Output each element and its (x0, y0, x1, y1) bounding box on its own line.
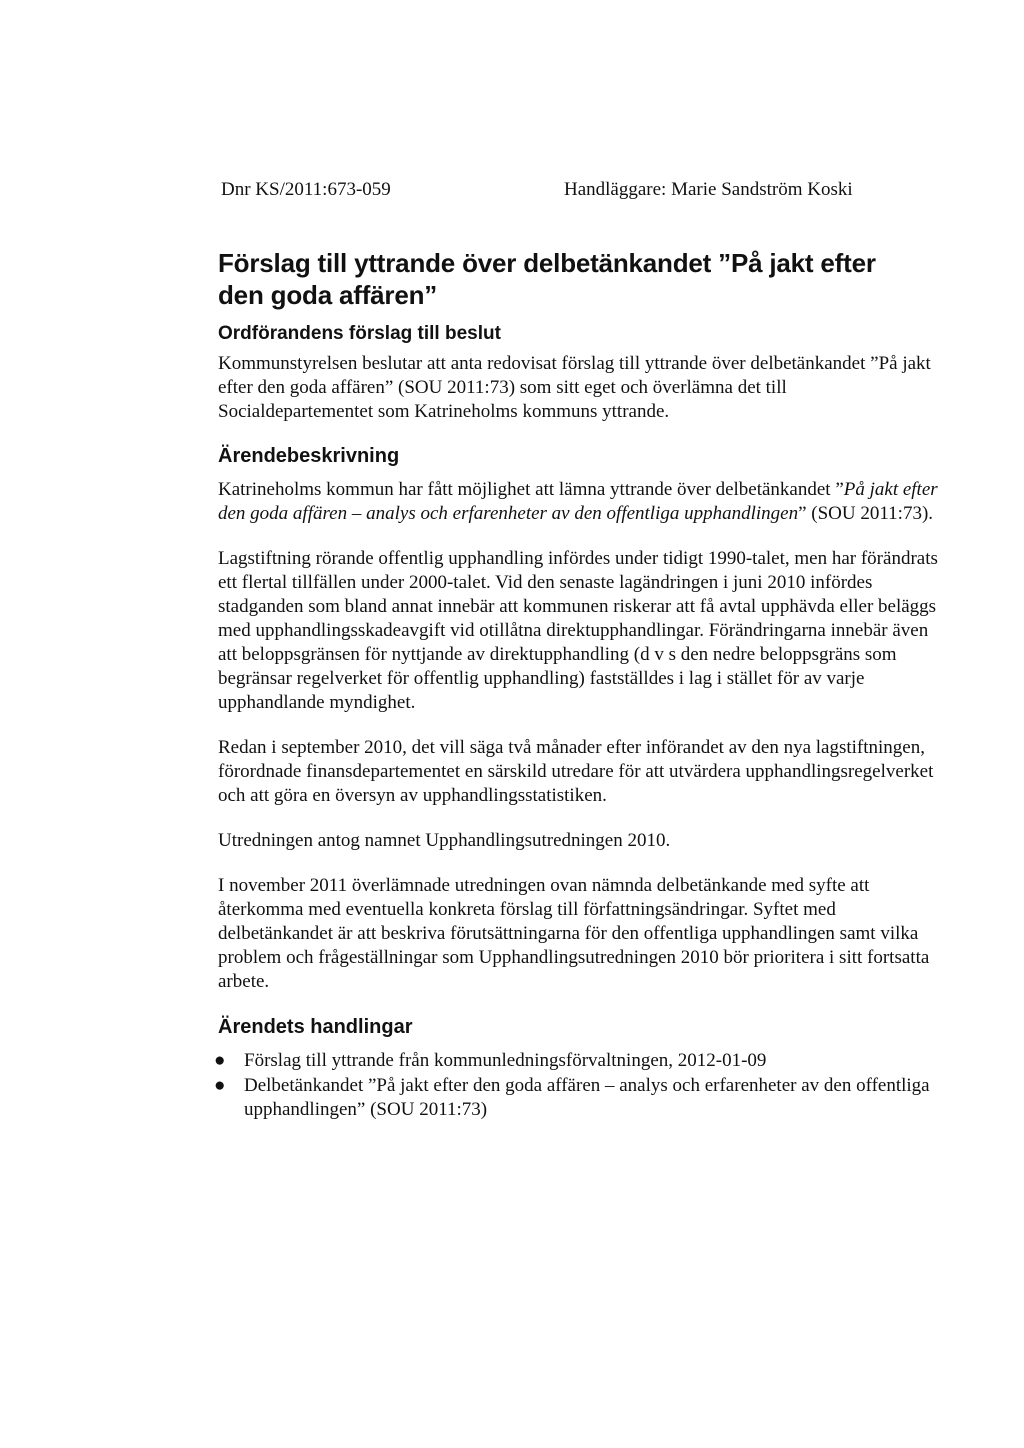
description-paragraph: Utredningen antog namnet Upphandlingsutredningen 2010. (218, 830, 671, 851)
proposal-text: Kommunstyrelsen beslutar att anta redovisat förslag till yttrande över delbetänkandet ”På jakt efter den goda affären” (SOU 2011:73) som sitt eget och överlämna det till Socialdepartementet som Katrineholms kommuns yttrande. (218, 353, 931, 422)
title-line-2: den goda affären” (218, 280, 438, 310)
description-intro (218, 478, 938, 526)
title-line-1: Förslag till yttrande över delbetänkandet ”På jakt efter (218, 248, 876, 278)
case-number: Dnr KS/2011:673-059 (221, 179, 391, 200)
proposal-heading: Ordförandens förslag till beslut (218, 323, 501, 344)
list-item (214, 1074, 938, 1122)
bullet-icon: ● (214, 1075, 226, 1096)
document-body (214, 247, 938, 1123)
description-heading: Ärendebeskrivning (218, 445, 400, 467)
list-item (214, 1049, 938, 1073)
documents-list (214, 1049, 938, 1122)
case-officer: Handläggare: Marie Sandström Koski (564, 179, 853, 200)
document-item-label: Delbetänkandet ”På jakt efter den goda affären – analys och erfarenheter av den offentliga upphandlingen” (SOU 2011:73) (244, 1075, 930, 1120)
documents-heading: Ärendets handlingar (218, 1016, 413, 1038)
description-paragraph: I november 2011 överlämnade utredningen ovan nämnda delbetänkande med syfte att återkomma med eventuella konkreta förslag till författningsändringar. Syftet med delbetänkandet är att beskriva förutsättningarna för den offentliga upphandlingen samt vilka problem och frågeställningar som Upphandlingsutredningen 2010 bör prioritera i sitt fortsatta arbete. (218, 875, 930, 992)
description-paragraph: Lagstiftning rörande offentlig upphandling infördes under tidigt 1990-talet, men har förändrats ett flertal tillfällen under 2000-talet. Vid den senaste lagändringen i juni 2010 infördes stadganden som bland annat innebär att kommunen riskerar att få avtal upphävda eller beläggs med upphandlingsskadeavgift vid otillåtna direktupphandlingar. Förändringarna innebär även att beloppsgränsen för nyttjande av direktupphandling (d v s den nedre beloppsgräns som begränsar regelverket för offentlig upphandling) fastställdes i lag i stället för av varje upphandlande myndighet. (218, 548, 938, 713)
description-paragraph: Redan i september 2010, det vill säga två månader efter införandet av den nya lagstiftningen, förordnade finansdepartementet en särskild utredare för att utvärdera upphandlingsregelverket och att göra en översyn av upphandlingsstatistiken. (218, 737, 934, 806)
document-title (218, 247, 938, 311)
intro-before: Katrineholms kommun har fått möjlighet att lämna yttrande över delbetänkandet ” (218, 479, 844, 500)
intro-after: ” (SOU 2011:73). (798, 503, 934, 524)
document-header (221, 178, 964, 202)
bullet-icon: ● (214, 1050, 226, 1071)
document-item-label: Förslag till yttrande från kommunledningsförvaltningen, 2012-01-09 (244, 1050, 767, 1071)
intro-italic-title: På jakt efter den goda affären – analys och erfarenheter av den offentliga upphandlingen (218, 479, 938, 524)
